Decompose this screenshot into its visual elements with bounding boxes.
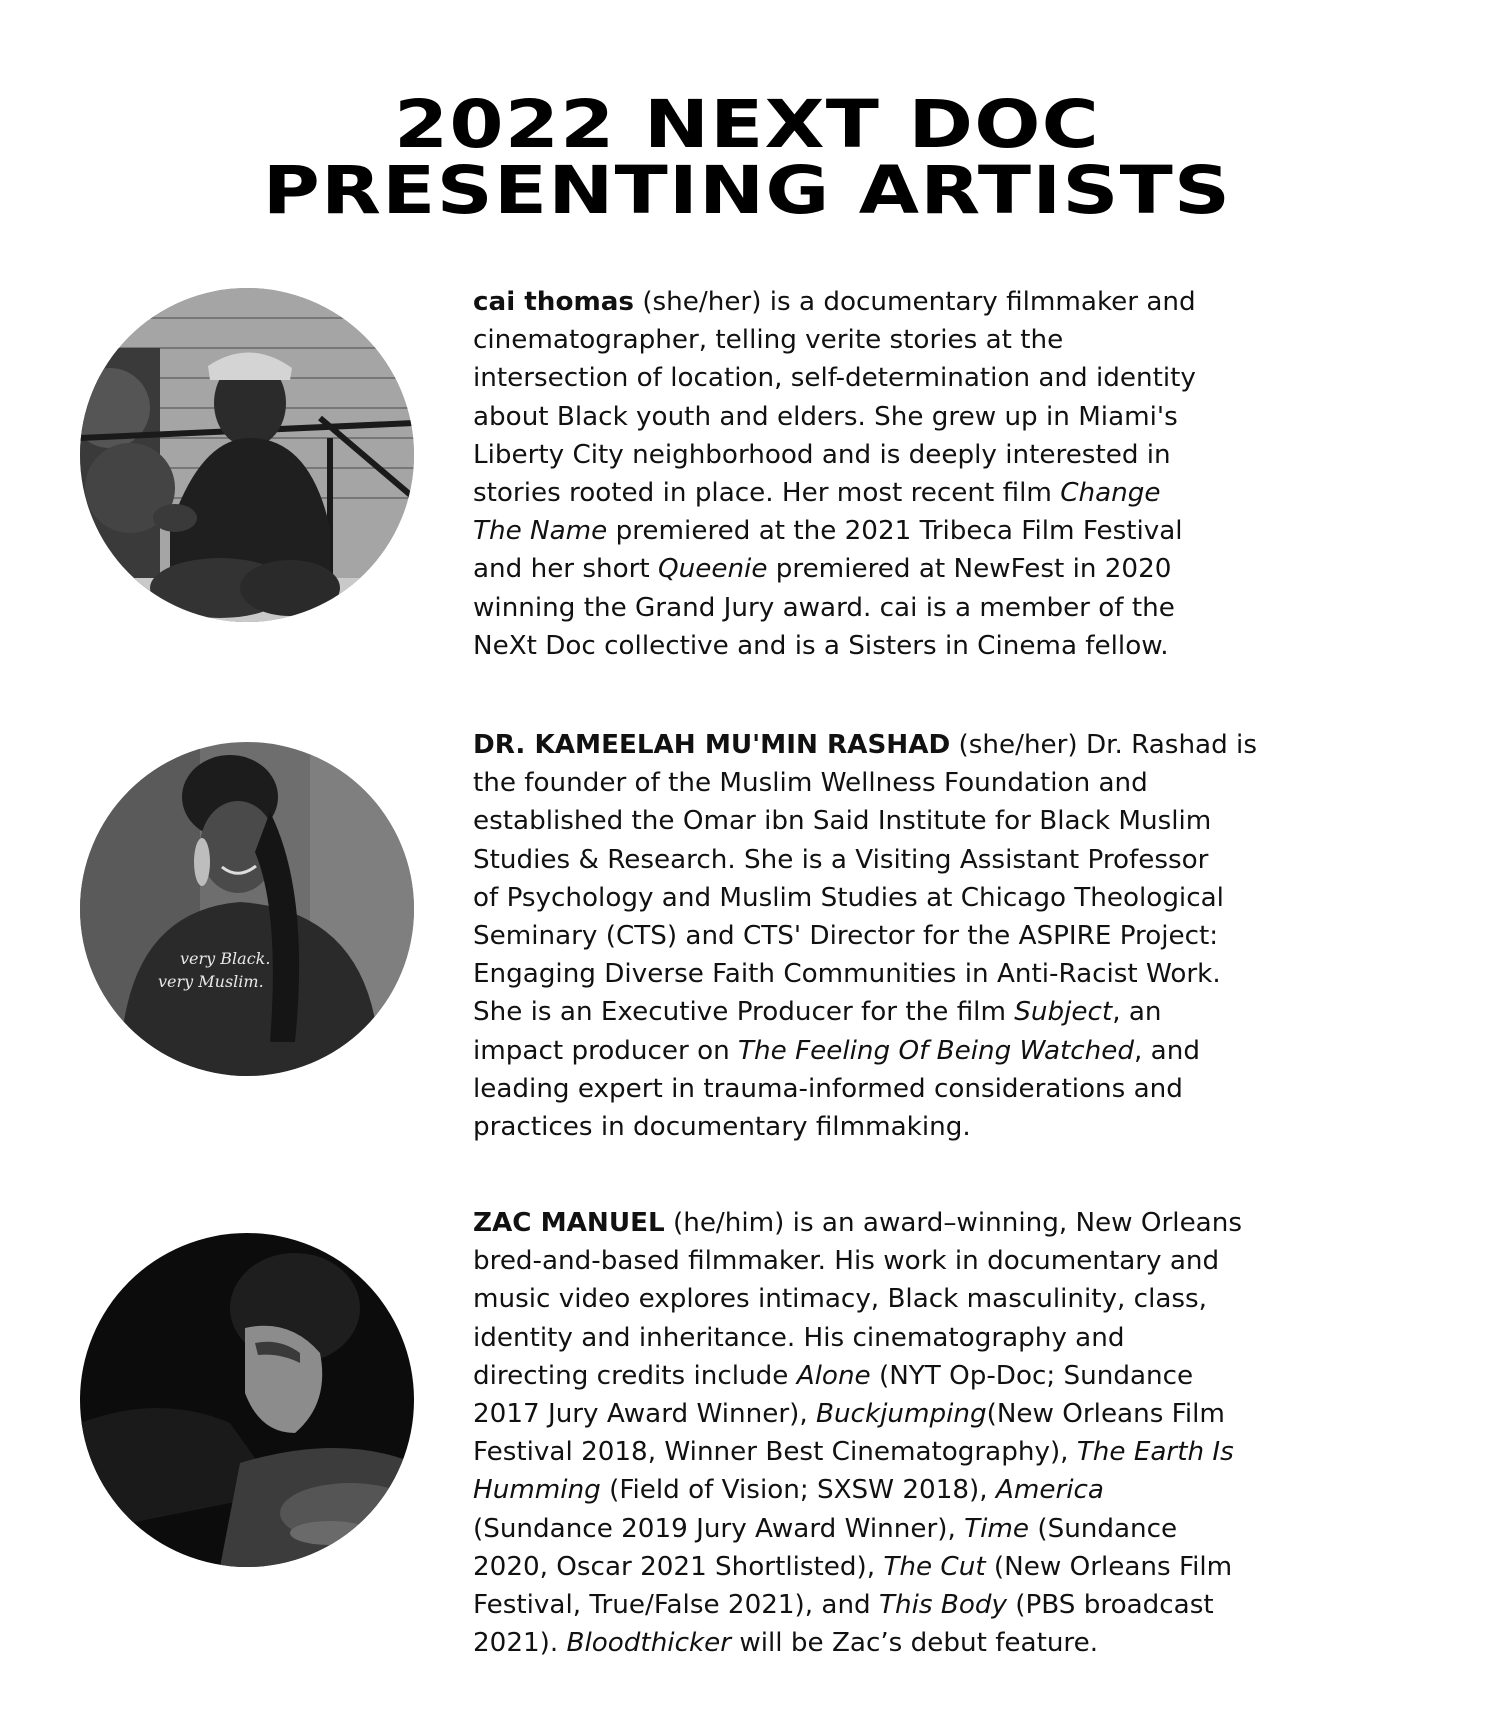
- bio-line: [473, 627, 1333, 665]
- bio-text: about Black youth and elders. She grew up in Miami's: [473, 401, 1178, 432]
- bio-text: Festival 2018, Winner Best Cinematography),: [473, 1437, 1077, 1468]
- bio-line: [473, 1319, 1333, 1357]
- film-title: Time: [964, 1513, 1030, 1544]
- bio-line: [473, 1357, 1333, 1395]
- bio-line: [473, 436, 1333, 474]
- bio-text: and her short: [473, 554, 659, 585]
- bio-text: leading expert in trauma-informed considerations and: [473, 1073, 1183, 1104]
- bio-line: [473, 589, 1333, 627]
- bio-line: [473, 359, 1333, 397]
- bio-line: [473, 764, 1333, 802]
- bio-text: directing credits include: [473, 1360, 797, 1391]
- bio-line: [473, 917, 1333, 955]
- bio-line: [473, 398, 1333, 436]
- bio-line: [473, 550, 1333, 588]
- shirt-text-line-1: very Black.: [180, 949, 271, 968]
- bio-text: (she/her) Dr. Rashad is: [950, 730, 1257, 760]
- bio-text: 2020, Oscar 2021 Shortlisted),: [473, 1551, 884, 1582]
- bio-text: NeXt Doc collective and is a Sisters in Cinema fellow.: [473, 630, 1169, 661]
- bio-text: (Sundance: [1029, 1513, 1178, 1544]
- bio-text: the founder of the Muslim Wellness Foundation and: [473, 768, 1148, 799]
- bio-line: [473, 1624, 1333, 1662]
- artist-photo-cai-thomas: [80, 288, 414, 622]
- bio-line: [473, 802, 1333, 840]
- film-title: Change: [1060, 478, 1161, 509]
- bio-text: She is an Executive Producer for the film: [473, 997, 1015, 1028]
- film-title: The Cut: [883, 1551, 986, 1582]
- bio-line: [473, 1395, 1333, 1433]
- bio-text: premiered at the 2021 Tribeca Film Festival: [607, 516, 1183, 547]
- bio-line: [473, 1070, 1333, 1108]
- film-title: Bloodthicker: [566, 1628, 732, 1659]
- artist-bio-kameelah-rashad: [473, 726, 1333, 1146]
- bio-text: (New Orleans Film: [985, 1551, 1233, 1582]
- bio-text: 2021).: [473, 1628, 567, 1659]
- bio-line: [473, 879, 1333, 917]
- title-line-1: 2022 NEXT DOC: [394, 86, 1100, 164]
- bio-line: [473, 474, 1333, 512]
- bio-text: (she/her) is a documentary filmmaker and: [634, 287, 1196, 317]
- bio-line: [473, 993, 1333, 1031]
- film-title: This Body: [879, 1590, 1007, 1621]
- bio-text: will be Zac’s debut feature.: [731, 1628, 1099, 1659]
- bio-line: [473, 512, 1333, 550]
- bio-text: music video explores intimacy, Black masculinity, class,: [473, 1284, 1208, 1315]
- artist-bio-zac-manuel: [473, 1204, 1333, 1662]
- artist-name: DR. KAMEELAH MU'MIN RASHAD: [473, 730, 951, 760]
- film-title: Buckjumping: [815, 1399, 987, 1430]
- bio-line: [473, 1510, 1333, 1548]
- title-line-2: PRESENTING ARTISTS: [262, 152, 1232, 230]
- bio-text: (he/him) is an award–winning, New Orleans: [664, 1208, 1242, 1238]
- bio-text: practices in documentary filmmaking.: [473, 1112, 971, 1143]
- bio-line: [473, 1548, 1333, 1586]
- bio-line: [473, 283, 1333, 321]
- bio-text: bred-and-based filmmaker. His work in documentary and: [473, 1246, 1220, 1277]
- page-title: [0, 86, 1494, 230]
- film-title: The Earth Is: [1076, 1437, 1234, 1468]
- bio-text: of Psychology and Muslim Studies at Chicago Theological: [473, 882, 1224, 913]
- bio-text: established the Omar ibn Said Institute for Black Muslim: [473, 806, 1212, 837]
- bio-text: Studies & Research. She is a Visiting Assistant Professor: [473, 844, 1209, 875]
- bio-line: [473, 1032, 1333, 1070]
- bio-text: impact producer on: [473, 1035, 739, 1066]
- artist-name: cai thomas: [473, 287, 634, 317]
- film-title: Alone: [796, 1360, 871, 1391]
- bio-line: [473, 1280, 1333, 1318]
- artist-name: ZAC MANUEL: [473, 1208, 665, 1238]
- film-title: Queenie: [658, 554, 768, 585]
- bio-line: [473, 726, 1333, 764]
- film-title: Humming: [473, 1475, 601, 1506]
- bio-text: Festival, True/False 2021), and: [473, 1590, 880, 1621]
- bio-line: [473, 1204, 1333, 1242]
- artist-bio-cai-thomas: [473, 283, 1333, 665]
- film-title: America: [995, 1475, 1104, 1506]
- bio-line: [473, 321, 1333, 359]
- bio-text: stories rooted in place. Her most recent film: [473, 478, 1061, 509]
- bio-text: (NYT Op-Doc; Sundance: [870, 1360, 1194, 1391]
- bio-line: [473, 841, 1333, 879]
- bio-text: winning the Grand Jury award. cai is a member of the: [473, 592, 1175, 623]
- bio-text: (Field of Vision; SXSW 2018),: [600, 1475, 996, 1506]
- bio-text: , an: [1112, 997, 1162, 1028]
- bio-text: (Sundance 2019 Jury Award Winner),: [473, 1513, 965, 1544]
- bio-text: 2017 Jury Award Winner),: [473, 1399, 816, 1430]
- bio-text: Seminary (CTS) and CTS' Director for the ASPIRE Project:: [473, 921, 1219, 952]
- bio-text: Engaging Diverse Faith Communities in Anti-Racist Work.: [473, 959, 1221, 990]
- bio-line: [473, 1242, 1333, 1280]
- bio-line: [473, 1108, 1333, 1146]
- bio-text: identity and inheritance. His cinematography and: [473, 1322, 1125, 1353]
- bio-text: Liberty City neighborhood and is deeply interested in: [473, 439, 1171, 470]
- film-title: The Feeling Of Being Watched: [738, 1035, 1135, 1066]
- bio-text: premiered at NewFest in 2020: [767, 554, 1172, 585]
- film-title: The Name: [473, 516, 608, 547]
- artist-photo-kameelah-rashad: [80, 742, 414, 1076]
- bio-text: intersection of location, self-determination and identity: [473, 363, 1196, 394]
- bio-line: [473, 1586, 1333, 1624]
- bio-line: [473, 955, 1333, 993]
- bio-text: cinematographer, telling verite stories at the: [473, 325, 1064, 356]
- shirt-text-line-2: very Muslim.: [158, 972, 264, 991]
- artist-photo-zac-manuel: [80, 1233, 414, 1567]
- bio-text: (New Orleans Film: [986, 1399, 1225, 1430]
- film-title: Subject: [1014, 997, 1113, 1028]
- bio-text: , and: [1134, 1035, 1200, 1066]
- bio-text: (PBS broadcast: [1006, 1590, 1214, 1621]
- bio-line: [473, 1471, 1333, 1509]
- bio-line: [473, 1433, 1333, 1471]
